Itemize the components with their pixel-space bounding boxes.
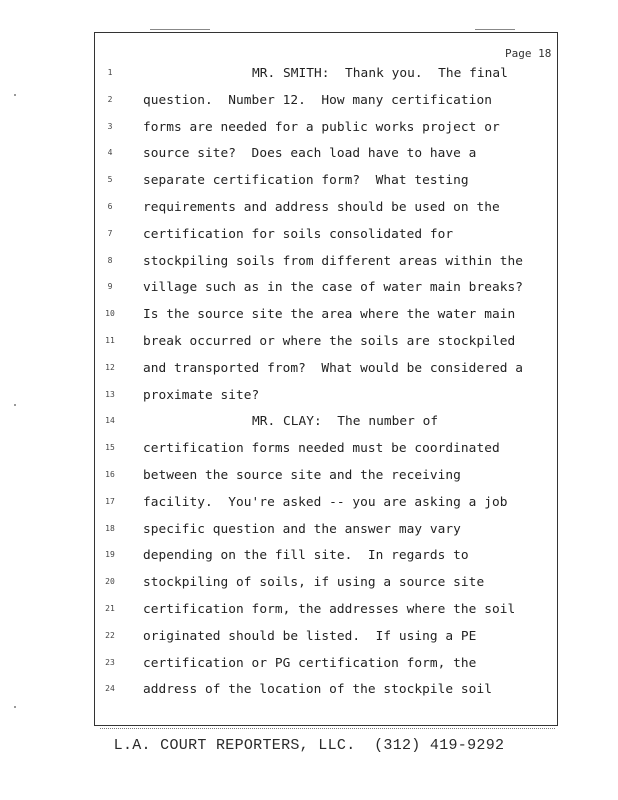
line-text: proximate site? — [143, 387, 260, 403]
line-number: 1 — [107, 68, 113, 77]
line-number: 2 — [107, 94, 113, 104]
transcript-line — [0, 200, 618, 227]
line-number: 15 — [105, 443, 115, 453]
transcript-line — [0, 146, 618, 173]
line-number: 9 — [107, 282, 113, 292]
line-text: village such as in the case of water main breaks? — [143, 280, 523, 296]
line-number: 5 — [107, 175, 113, 185]
line-text: stockpiling soils from different areas within the — [143, 253, 523, 269]
line-text: stockpiling of soils, if using a source site — [143, 575, 485, 591]
transcript-line — [0, 120, 618, 147]
line-number: 14 — [105, 416, 115, 426]
line-text: question. Number 12. How many certification — [143, 92, 492, 108]
transcript-line — [0, 93, 618, 120]
line-text: break occurred or where the soils are stockpiled — [143, 334, 516, 349]
transcript-line — [0, 173, 618, 200]
line-text: certification or PG certification form, the — [143, 655, 477, 671]
transcript-line — [0, 575, 618, 602]
line-number: 10 — [105, 309, 115, 319]
line-number: 17 — [105, 496, 115, 506]
line-text: address of the location of the stockpile soil — [143, 682, 492, 698]
line-number: 8 — [107, 255, 113, 265]
line-number: 19 — [105, 550, 115, 560]
line-number: 18 — [105, 523, 115, 533]
line-text: separate certification form? What testing — [143, 173, 469, 189]
transcript-line — [0, 495, 618, 522]
line-text: Is the source site the area where the water main — [143, 307, 516, 323]
line-text: forms are needed for a public works project or — [143, 119, 500, 135]
line-text: certification forms needed must be coordinated — [143, 441, 500, 457]
line-number: 20 — [105, 577, 115, 587]
transcript-line — [0, 280, 618, 307]
page-bottom-rule — [100, 728, 555, 730]
transcript-line — [0, 66, 618, 93]
transcript-line — [0, 629, 618, 656]
transcript-line — [0, 334, 618, 361]
line-number: 6 — [107, 202, 113, 211]
line-text: facility. You're asked -- you are asking a job — [143, 494, 508, 510]
transcript-line — [0, 361, 618, 388]
transcript-line — [0, 548, 618, 575]
line-text: MR. CLAY: The number of — [252, 414, 439, 430]
line-text: requirements and address should be used on the — [143, 200, 500, 215]
line-number: 11 — [105, 336, 115, 345]
transcript-line — [0, 307, 618, 334]
line-text: specific question and the answer may vary — [143, 521, 461, 537]
line-number: 22 — [105, 630, 115, 640]
transcript-line — [0, 441, 618, 468]
transcript-line — [0, 522, 618, 549]
line-number: 13 — [105, 389, 115, 399]
line-text: and transported from? What would be considered a — [143, 360, 523, 376]
transcript-line — [0, 227, 618, 254]
transcript-line — [0, 682, 618, 709]
line-number: 21 — [105, 604, 115, 613]
line-number: 3 — [107, 121, 113, 131]
line-text: between the source site and the receiving — [143, 468, 461, 483]
line-number: 7 — [107, 228, 113, 238]
line-text: certification form, the addresses where the soil — [143, 602, 516, 617]
line-text: certification for soils consolidated for — [143, 226, 454, 242]
transcript-line — [0, 602, 618, 629]
transcript-line — [0, 254, 618, 281]
transcript-line — [0, 414, 618, 441]
court-reporter-footer: L.A. COURT REPORTERS, LLC. (312) 419-9292 — [113, 737, 505, 754]
line-text: source site? Does each load have to have a — [143, 146, 477, 162]
transcript-line — [0, 388, 618, 415]
transcript-line — [0, 468, 618, 495]
line-text: depending on the fill site. In regards to — [143, 548, 469, 564]
line-text: originated should be listed. If using a PE — [143, 628, 477, 644]
line-number: 4 — [107, 148, 113, 158]
page-number: Page 18 — [505, 47, 552, 60]
line-text: MR. SMITH: Thank you. The final — [252, 66, 508, 81]
line-number: 24 — [105, 684, 115, 694]
line-number: 23 — [105, 657, 115, 667]
line-number: 12 — [105, 362, 115, 372]
transcript-line — [0, 656, 618, 683]
line-number: 16 — [105, 470, 115, 479]
